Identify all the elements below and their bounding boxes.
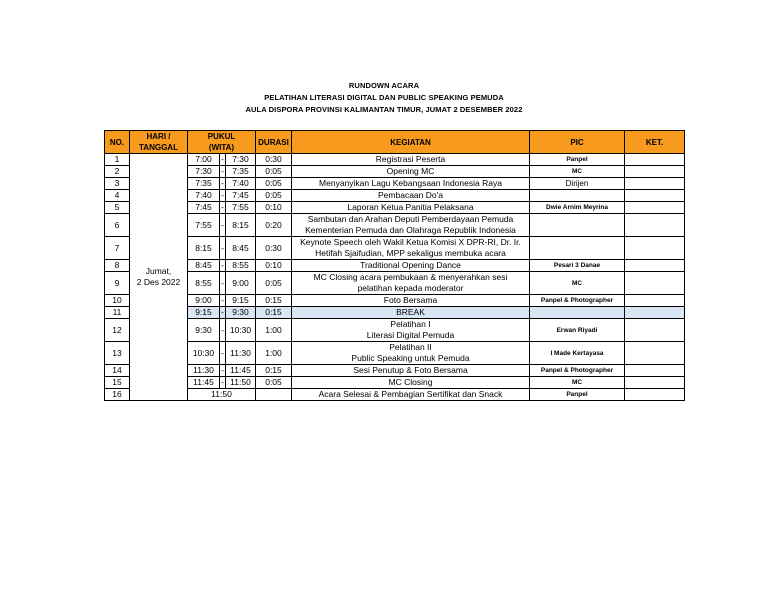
col-header-pic: PIC: [530, 131, 625, 154]
kegiatan: Sesi Penutup & Foto Bersama: [292, 365, 530, 377]
dash: -: [221, 295, 224, 305]
end-time: 8:55: [226, 260, 256, 272]
pic: Dirijen: [530, 178, 625, 190]
durasi: 0:05: [256, 166, 292, 178]
pic: I Made Kertayasa: [530, 342, 625, 365]
document-header: [0, 80, 768, 116]
ket: [625, 214, 685, 237]
dash: -: [221, 260, 224, 270]
row-no: 5: [105, 202, 130, 214]
row-no: 14: [105, 365, 130, 377]
start-time: 9:15: [188, 307, 220, 319]
dash: -: [221, 307, 224, 317]
start-time: 11:30: [188, 365, 220, 377]
pic: Panpel & Photographer: [530, 295, 625, 307]
table-row: [105, 295, 685, 307]
pic: MC: [530, 272, 625, 295]
dash: -: [221, 154, 224, 164]
table-row: [105, 342, 685, 365]
kegiatan: Registrasi Peserta: [292, 154, 530, 166]
durasi: 0:05: [256, 190, 292, 202]
ket: [625, 202, 685, 214]
dash: -: [220, 342, 226, 365]
kegiatan: MC Closing acara pembukaan & menyerahkan sesi pelatihan kepada moderator: [292, 272, 530, 295]
col-header-hari: HARI / TANGGAL: [130, 131, 188, 154]
col-header-durasi: DURASI: [256, 131, 292, 154]
kegiatan: Sambutan dan Arahan Deputi Pemberdayaan Pemuda Kementerian Pemuda dan Olahraga Republik Indonesia: [292, 214, 530, 237]
start-time: 7:45: [188, 202, 220, 214]
ket: [625, 365, 685, 377]
start-time: 8:15: [188, 237, 220, 260]
row-no: 11: [105, 307, 130, 319]
ket: [625, 237, 685, 260]
row-no: 9: [105, 272, 130, 295]
pic: MC: [530, 377, 625, 389]
row-no: 2: [105, 166, 130, 178]
pic: [530, 190, 625, 202]
table-row: [105, 377, 685, 389]
row-no: 10: [105, 295, 130, 307]
end-time: 9:15: [226, 295, 256, 307]
col-header-kegiatan: KEGIATAN: [292, 131, 530, 154]
col-header-ket: KET.: [625, 131, 685, 154]
kegiatan: Foto Bersama: [292, 295, 530, 307]
dash: -: [220, 319, 226, 342]
ket: [625, 272, 685, 295]
durasi: 1:00: [256, 342, 292, 365]
table-row: [105, 166, 685, 178]
durasi: 0:10: [256, 260, 292, 272]
table-row: [105, 178, 685, 190]
kegiatan: MC Closing: [292, 377, 530, 389]
durasi: 0:15: [256, 295, 292, 307]
start-time: 11:45: [188, 377, 220, 389]
ket: [625, 166, 685, 178]
start-time: 8:45: [188, 260, 220, 272]
end-time: 7:55: [226, 202, 256, 214]
kegiatan: Opening MC: [292, 166, 530, 178]
ket: [625, 260, 685, 272]
end-time: 11:45: [226, 365, 256, 377]
dash: -: [220, 214, 226, 237]
durasi: 0:05: [256, 272, 292, 295]
durasi: 0:15: [256, 307, 292, 319]
dash: -: [221, 178, 224, 188]
start-time: 7:00: [188, 154, 220, 166]
durasi: 1:00: [256, 319, 292, 342]
row-no: 6: [105, 214, 130, 237]
dash: -: [220, 272, 226, 295]
table-row: [105, 319, 685, 342]
table-row: [105, 389, 685, 401]
end-time: 10:30: [226, 319, 256, 342]
table-row: [105, 154, 685, 166]
ket: [625, 389, 685, 401]
kegiatan: Traditional Opening Dance: [292, 260, 530, 272]
pic: Dwie Arnim Meyrina: [530, 202, 625, 214]
row-no: 16: [105, 389, 130, 401]
table-row: [105, 190, 685, 202]
row-no: 13: [105, 342, 130, 365]
ket: [625, 319, 685, 342]
dash: -: [221, 377, 224, 387]
end-time: 11:50: [226, 377, 256, 389]
start-time: 7:35: [188, 178, 220, 190]
durasi: 0:20: [256, 214, 292, 237]
end-time: 11:50: [188, 389, 256, 401]
pic: Panpel: [530, 154, 625, 166]
end-time: 7:45: [226, 190, 256, 202]
end-time: 7:40: [226, 178, 256, 190]
kegiatan: Acara Selesai & Pembagian Sertifikat dan Snack: [292, 389, 530, 401]
durasi: 0:05: [256, 377, 292, 389]
kegiatan: Menyanyikan Lagu Kebangsaan Indonesia Raya: [292, 178, 530, 190]
pic: [530, 214, 625, 237]
start-time: 7:55: [188, 214, 220, 237]
title-line-1: RUNDOWN ACARA: [348, 81, 420, 90]
ket: [625, 190, 685, 202]
row-no: 12: [105, 319, 130, 342]
dash: -: [221, 365, 224, 375]
pic: Pesari 3 Danae: [530, 260, 625, 272]
durasi: 0:30: [256, 237, 292, 260]
kegiatan: Pelatihan II Public Speaking untuk Pemuda: [292, 342, 530, 365]
durasi: 0:05: [256, 178, 292, 190]
row-no: 15: [105, 377, 130, 389]
table-row: [105, 237, 685, 260]
dash: -: [221, 190, 224, 200]
pic: [530, 307, 625, 319]
table-row: [105, 202, 685, 214]
row-no: 7: [105, 237, 130, 260]
start-time: 7:40: [188, 190, 220, 202]
durasi: 0:10: [256, 202, 292, 214]
kegiatan: Keynote Speech oleh Wakil Ketua Komisi X DPR-RI, Dr. Ir. Hetifah Sjaifudian, MPP sekaligus membuka acara: [292, 237, 530, 260]
kegiatan: BREAK: [292, 307, 530, 319]
start-time: 7:30: [188, 166, 220, 178]
title-line-3: AULA DISPORA PROVINSI KALIMANTAN TIMUR, JUMAT 2 DESEMBER 2022: [245, 105, 523, 114]
kegiatan: Pelatihan I Literasi Digital Pemuda: [292, 319, 530, 342]
col-header-pukul: PUKUL (WITA): [188, 131, 256, 154]
ket: [625, 178, 685, 190]
table-row: [105, 214, 685, 237]
rundown-table: [104, 130, 685, 401]
ket: [625, 295, 685, 307]
start-time: 10:30: [188, 342, 220, 365]
ket: [625, 154, 685, 166]
end-time: 9:00: [226, 272, 256, 295]
end-time: 8:15: [226, 214, 256, 237]
kegiatan: Laporan Ketua Panitia Pelaksana: [292, 202, 530, 214]
pic: [530, 237, 625, 260]
ket: [625, 307, 685, 319]
dash: -: [220, 237, 226, 260]
durasi: 0:30: [256, 154, 292, 166]
table-row: [105, 365, 685, 377]
table-header-row: [105, 131, 685, 154]
row-no: 3: [105, 178, 130, 190]
ket: [625, 377, 685, 389]
end-time: 8:45: [226, 237, 256, 260]
pic: Erwan Riyadi: [530, 319, 625, 342]
start-time: 9:00: [188, 295, 220, 307]
row-no: 1: [105, 154, 130, 166]
day-cell: Jumat, 2 Des 2022: [130, 154, 188, 401]
pic: MC: [530, 166, 625, 178]
title-line-2: PELATIHAN LITERASI DIGITAL DAN PUBLIC SPEAKING PEMUDA: [264, 93, 504, 102]
start-time: 8:55: [188, 272, 220, 295]
durasi: [256, 389, 292, 401]
pic: Panpel: [530, 389, 625, 401]
end-time: 7:35: [226, 166, 256, 178]
table-row: [105, 260, 685, 272]
col-header-no: NO.: [105, 131, 130, 154]
table-row-break: [105, 307, 685, 319]
end-time: 9:30: [226, 307, 256, 319]
pic: Panpel & Photographer: [530, 365, 625, 377]
end-time: 11:30: [226, 342, 256, 365]
row-no: 4: [105, 190, 130, 202]
ket: [625, 342, 685, 365]
dash: -: [221, 166, 224, 176]
end-time: 7:30: [226, 154, 256, 166]
dash: -: [221, 202, 224, 212]
durasi: 0:15: [256, 365, 292, 377]
table-row: [105, 272, 685, 295]
kegiatan: Pembacaan Do'a: [292, 190, 530, 202]
start-time: 9:30: [188, 319, 220, 342]
row-no: 8: [105, 260, 130, 272]
